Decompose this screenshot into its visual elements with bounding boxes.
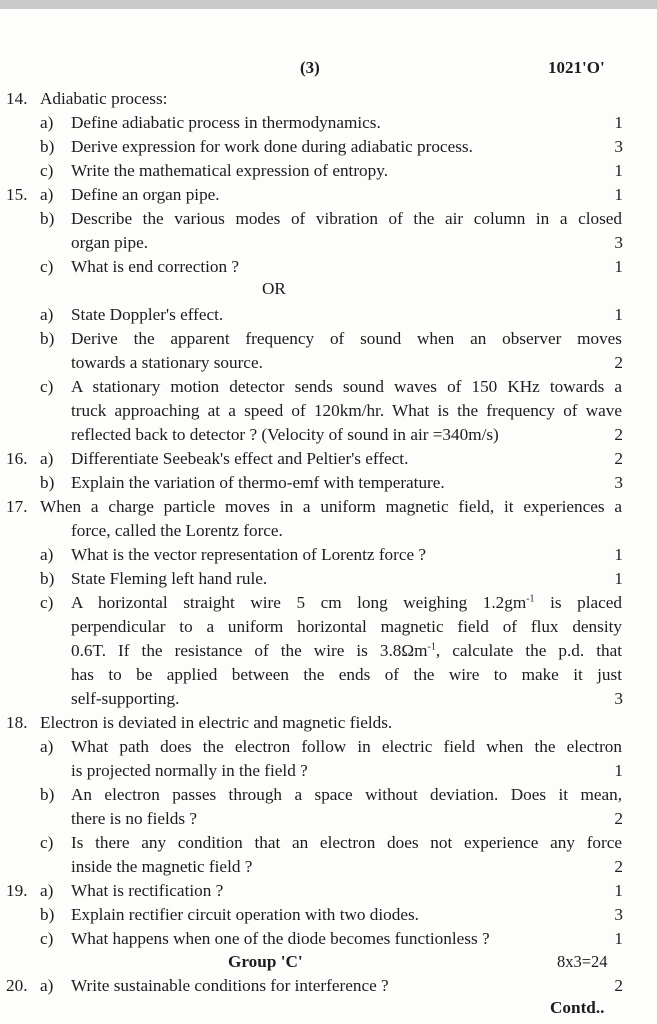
question-line <box>0 615 657 639</box>
question-text: reflected back to detector ? (Velocity of sound in air =340m/s) <box>71 425 499 444</box>
group-heading: Group 'C' <box>228 952 303 971</box>
question-line <box>0 111 657 135</box>
question-line <box>0 879 657 903</box>
sub-question-label: b) <box>40 569 55 588</box>
question-text: Describe the various modes of vibration of the air column in a closed <box>71 209 622 228</box>
question-number: 17. <box>6 497 28 516</box>
sub-question-label: c) <box>40 593 54 612</box>
sub-question-label: a) <box>40 113 54 132</box>
marks: 2 <box>614 425 623 444</box>
sub-question-label: a) <box>40 976 54 995</box>
marks: 1 <box>614 257 623 276</box>
question-line <box>0 207 657 231</box>
sub-question-label: b) <box>40 473 55 492</box>
question-line <box>0 423 657 447</box>
question-text: organ pipe. <box>71 233 149 252</box>
marks: 1 <box>614 305 623 324</box>
question-text-part: is placed <box>534 593 622 612</box>
superscript: -1 <box>526 593 535 605</box>
question-line <box>0 543 657 567</box>
sub-question-label: a) <box>40 737 54 756</box>
paper-code: 1021'O' <box>548 58 605 77</box>
marks: 2 <box>614 449 623 468</box>
question-text: What is end correction ? <box>71 257 239 276</box>
question-line <box>0 735 657 759</box>
marks: 3 <box>614 689 623 708</box>
question-text: truck approaching at a speed of 120km/hr. What is the frequency of wave <box>71 401 622 420</box>
question-text: Write the mathematical expression of entropy. <box>71 161 389 180</box>
question-text: What is the vector representation of Lorentz force ? <box>71 545 427 564</box>
question-text: Explain rectifier circuit operation with two diodes. <box>71 905 419 924</box>
sub-question-label: c) <box>40 161 54 180</box>
question-line <box>0 903 657 927</box>
question-text: there is no fields ? <box>71 809 198 828</box>
question-text: State Fleming left hand rule. <box>71 569 268 588</box>
question-line <box>0 351 657 375</box>
marks: 2 <box>614 976 623 995</box>
question-line <box>0 87 657 111</box>
sub-question-label: b) <box>40 137 55 156</box>
question-text: Electron is deviated in electric and magnetic fields. <box>40 713 393 732</box>
question-text: State Doppler's effect. <box>71 305 224 324</box>
question-text: Derive expression for work done during adiabatic process. <box>71 137 473 156</box>
question-text: Explain the variation of thermo-emf with temperature. <box>71 473 445 492</box>
question-text: inside the magnetic field ? <box>71 857 253 876</box>
question-line <box>0 974 657 998</box>
question-line <box>0 231 657 255</box>
group-marks: 8x3=24 <box>557 952 608 971</box>
sub-question-label: c) <box>40 257 54 276</box>
question-text: Define adiabatic process in thermodynamics. <box>71 113 381 132</box>
marks: 2 <box>614 809 623 828</box>
question-line <box>0 135 657 159</box>
question-line <box>0 687 657 711</box>
question-line <box>0 831 657 855</box>
marks: 1 <box>614 185 623 204</box>
sub-question-label: c) <box>40 833 54 852</box>
question-line <box>0 183 657 207</box>
question-text: Write sustainable conditions for interference ? <box>71 976 389 995</box>
question-text: towards a stationary source. <box>71 353 263 372</box>
question-text-part: A horizontal straight wire 5 cm long weighing 1.2gm <box>71 593 527 612</box>
question-number: 19. <box>6 881 28 900</box>
question-text: self-supporting. <box>71 689 180 708</box>
marks: 1 <box>614 569 623 588</box>
question-line <box>0 327 657 351</box>
marks: 2 <box>614 353 623 372</box>
question-line <box>0 759 657 783</box>
question-line <box>0 927 657 951</box>
question-line <box>0 303 657 327</box>
sub-question-label: a) <box>40 449 54 468</box>
question-line <box>0 255 657 279</box>
question-text: What happens when one of the diode becomes functionless ? <box>71 929 490 948</box>
question-text: force, called the Lorentz force. <box>71 521 283 540</box>
top-edge-bar <box>0 0 657 9</box>
marks: 3 <box>614 137 623 156</box>
sub-question-label: a) <box>40 545 54 564</box>
question-text <box>71 591 622 615</box>
question-text: Differentiate Seebeak's effect and Peltier's effect. <box>71 449 409 468</box>
question-text: Define an organ pipe. <box>71 185 220 204</box>
question-text: has to be applied between the ends of the wire to make it just <box>71 665 622 684</box>
marks: 1 <box>614 161 623 180</box>
sub-question-label: b) <box>40 905 55 924</box>
question-text: A stationary motion detector sends sound waves of 150 KHz towards a <box>71 377 622 396</box>
sub-question-label: c) <box>40 929 54 948</box>
question-number: 15. <box>6 185 28 204</box>
marks: 1 <box>614 881 623 900</box>
marks: 3 <box>614 473 623 492</box>
question-text: perpendicular to a uniform horizontal magnetic field of flux density <box>71 617 622 636</box>
question-line <box>0 447 657 471</box>
marks: 1 <box>614 545 623 564</box>
question-number: 14. <box>6 89 28 108</box>
marks: 1 <box>614 761 623 780</box>
question-line <box>0 471 657 495</box>
question-line <box>0 711 657 735</box>
question-line <box>0 495 657 519</box>
question-line <box>0 807 657 831</box>
sub-question-label: c) <box>40 377 54 396</box>
question-text <box>71 639 622 663</box>
marks: 3 <box>614 905 623 924</box>
question-text: When a charge particle moves in a uniform magnetic field, it experiences a <box>40 497 622 516</box>
question-number: 20. <box>6 976 28 995</box>
question-text-part: , calculate the p.d. that <box>435 641 622 660</box>
question-text-part: 0.6T. If the resistance of the wire is 3.8Ωm <box>71 641 428 660</box>
sub-question-label: a) <box>40 185 54 204</box>
question-line <box>0 639 657 663</box>
question-line <box>0 663 657 687</box>
question-number: 18. <box>6 713 28 732</box>
question-line <box>0 375 657 399</box>
marks: 2 <box>614 857 623 876</box>
question-line <box>0 591 657 615</box>
question-text: What is rectification ? <box>71 881 224 900</box>
sub-question-label: b) <box>40 209 55 228</box>
question-text: An electron passes through a space without deviation. Does it mean, <box>71 785 622 804</box>
question-number: 16. <box>6 449 28 468</box>
question-line <box>0 567 657 591</box>
sub-question-label: b) <box>40 785 55 804</box>
continued-note: Contd.. <box>550 998 605 1017</box>
question-line <box>0 159 657 183</box>
superscript: -1 <box>427 641 436 653</box>
marks: 1 <box>614 113 623 132</box>
marks: 1 <box>614 929 623 948</box>
or-separator: OR <box>262 279 286 298</box>
sub-question-label: a) <box>40 305 54 324</box>
question-text: Derive the apparent frequency of sound when an observer moves <box>71 329 622 348</box>
page-number: (3) <box>300 58 320 77</box>
question-text: What path does the electron follow in electric field when the electron <box>71 737 622 756</box>
question-line <box>0 783 657 807</box>
question-text: Is there any condition that an electron does not experience any force <box>71 833 622 852</box>
question-text: Adiabatic process: <box>40 89 168 108</box>
sub-question-label: b) <box>40 329 55 348</box>
question-line <box>0 519 657 543</box>
question-line <box>0 399 657 423</box>
marks: 3 <box>614 233 623 252</box>
question-text: is projected normally in the field ? <box>71 761 308 780</box>
sub-question-label: a) <box>40 881 54 900</box>
question-line <box>0 855 657 879</box>
